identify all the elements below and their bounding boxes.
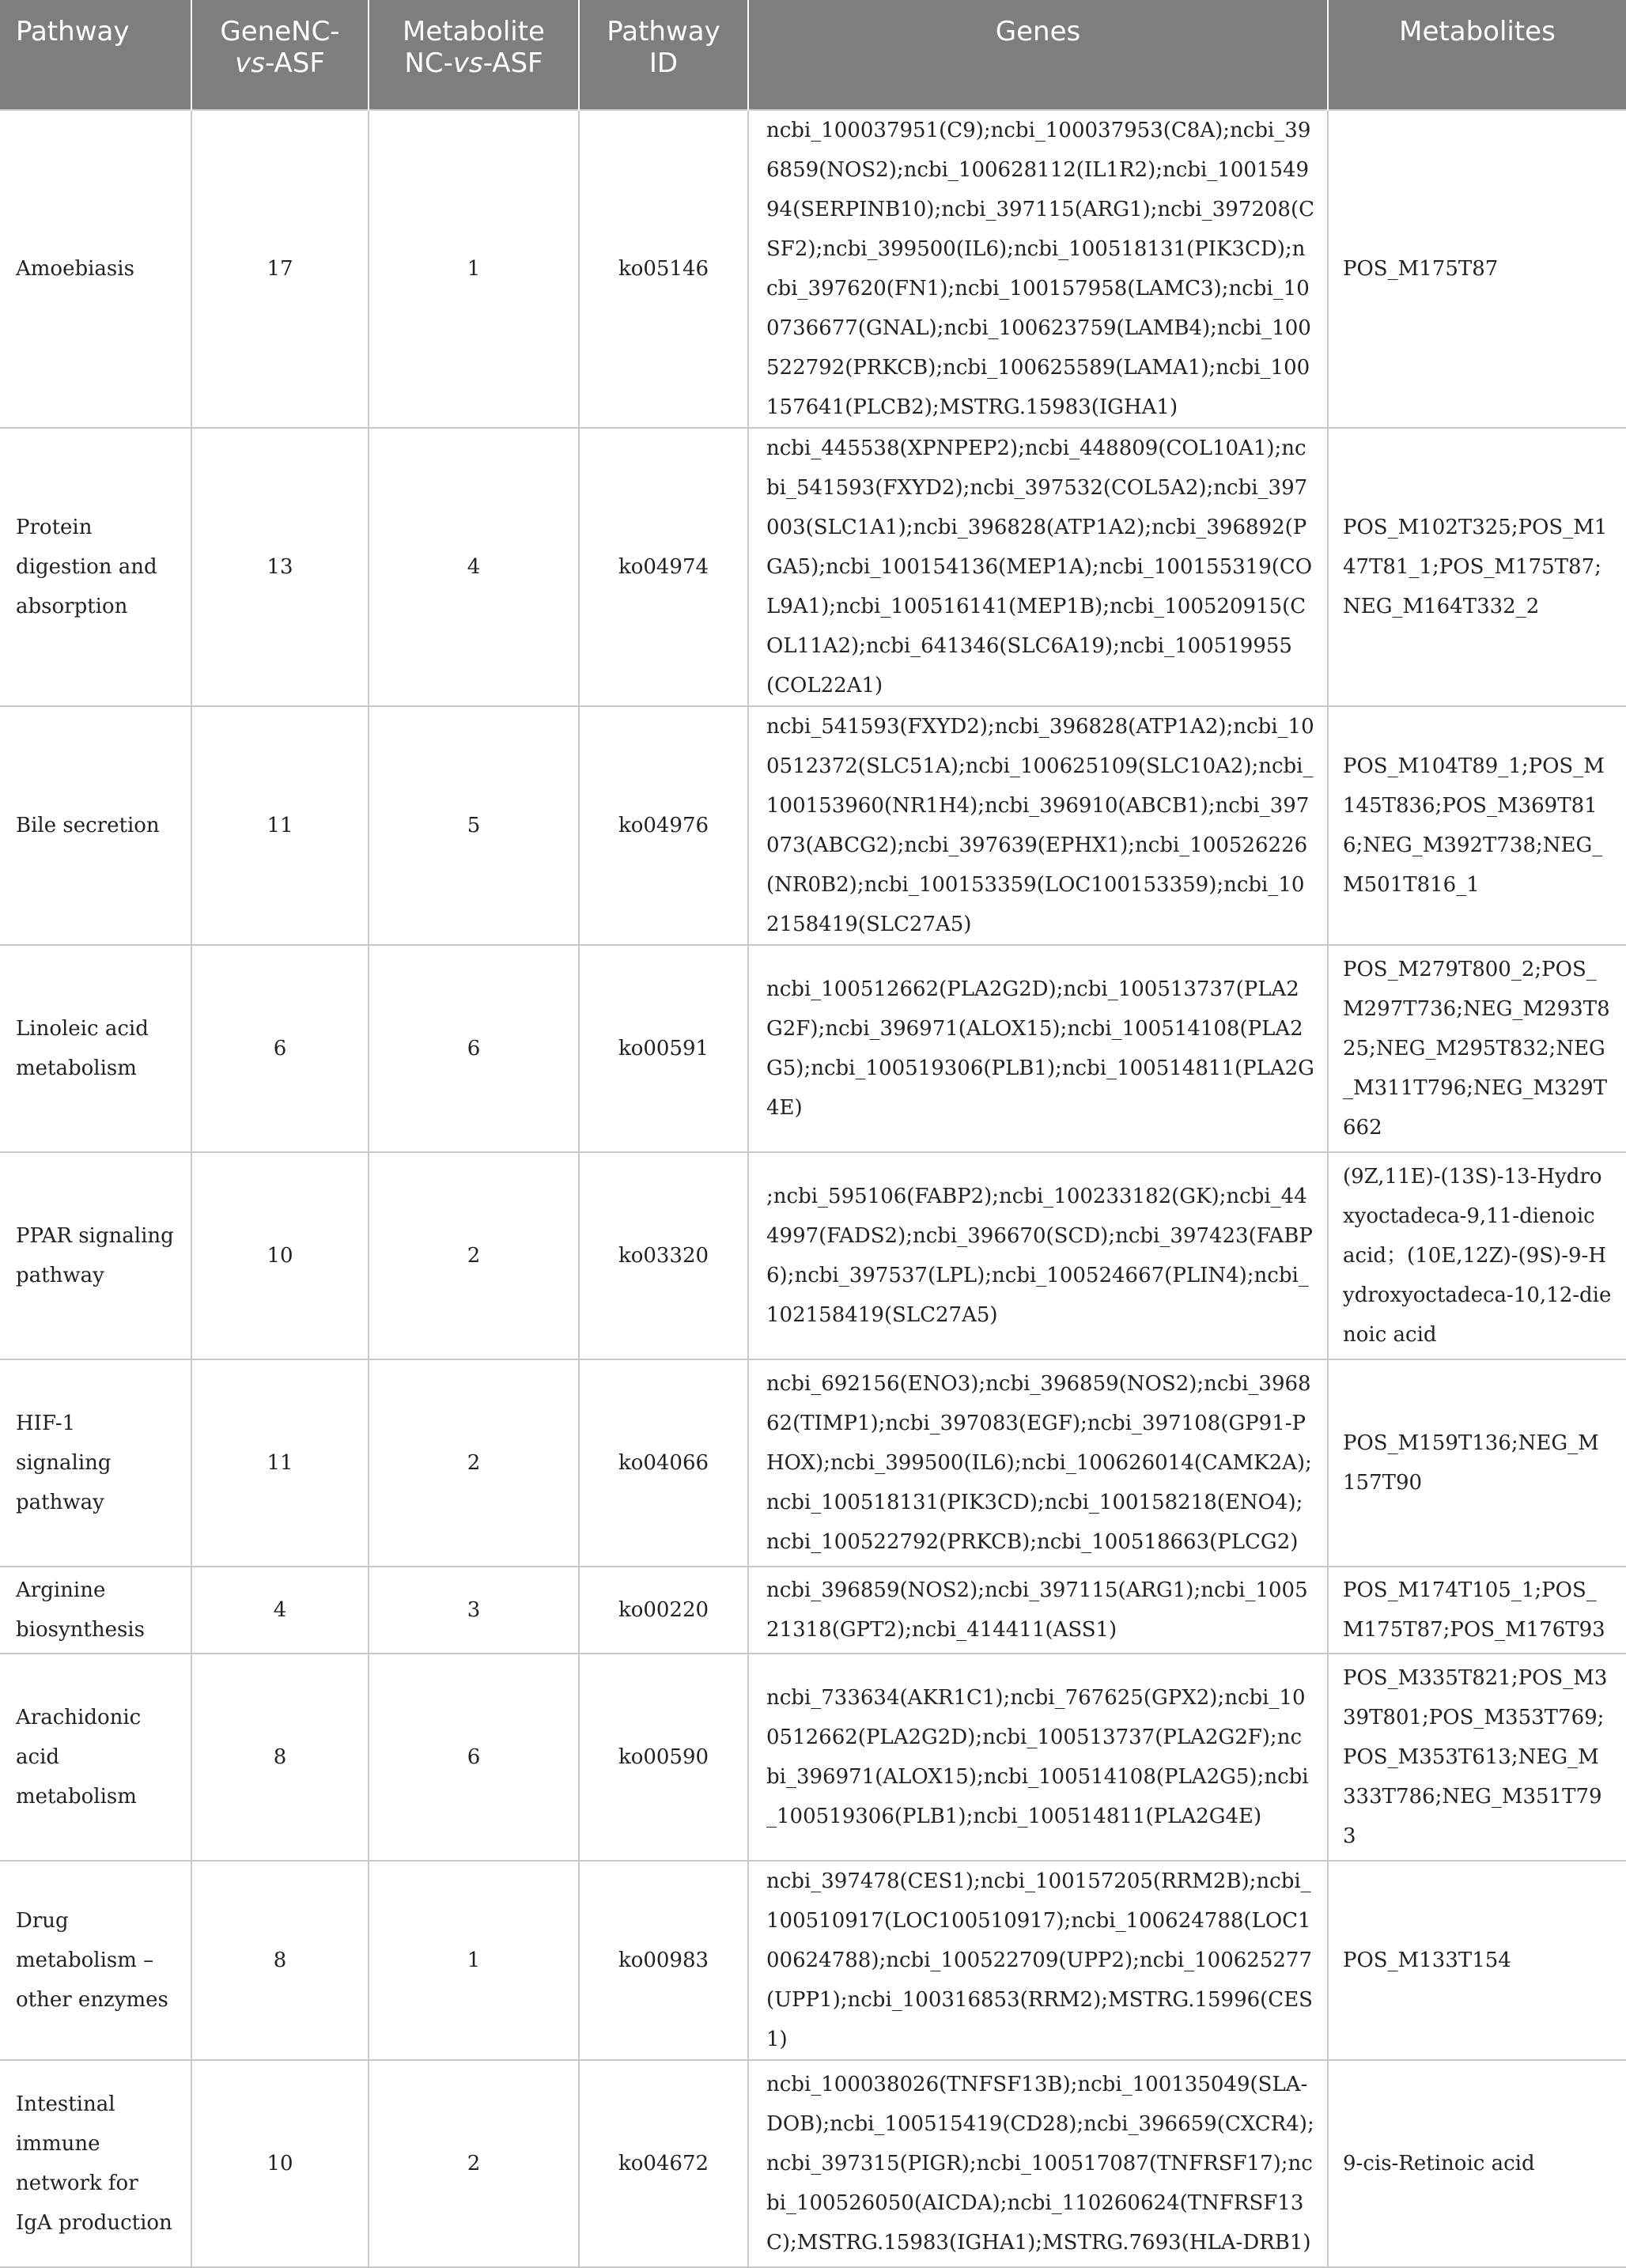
pathway-name: Intestinal immune network for IgA production	[0, 2060, 191, 2267]
gene-count: 11	[191, 1359, 369, 1567]
metabolite-list: 9-cis-Retinoic acid	[1328, 2060, 1626, 2267]
gene-list: ncbi_100512662(PLA2G2D);ncbi_100513737(PLA2G2F);ncbi_396971(ALOX15);ncbi_100514108(PLA2G5);ncbi_100519306(PLB1);ncbi_100514811(PLA2G4E)	[748, 945, 1328, 1152]
pathway-id: ko04976	[579, 706, 748, 945]
metabolite-count: 6	[369, 1654, 579, 1861]
pathway-name: Bile secretion	[0, 706, 191, 945]
table-row	[0, 1567, 1626, 1654]
table-row	[0, 706, 1626, 945]
metabolite-count: 2	[369, 1359, 579, 1567]
gene-count: 8	[191, 1654, 369, 1861]
pathway-name: Arachidonic acid metabolism	[0, 1654, 191, 1861]
header-pathway-id: Pathway ID	[579, 0, 748, 110]
metabolite-count: 1	[369, 1861, 579, 2060]
metabolite-count: 2	[369, 2060, 579, 2267]
table-row	[0, 1654, 1626, 1861]
header-metabolite-count: Metabolite NC-vs-ASF	[369, 0, 579, 110]
metabolite-count: 2	[369, 1152, 579, 1359]
header-row	[0, 0, 1626, 110]
metabolite-list: POS_M174T105_1;POS_M175T87;POS_M176T93	[1328, 1567, 1626, 1654]
table-row	[0, 2060, 1626, 2267]
pathway-name: Arginine biosynthesis	[0, 1567, 191, 1654]
metabolite-count: 6	[369, 945, 579, 1152]
pathway-id: ko04066	[579, 1359, 748, 1567]
table-row	[0, 1152, 1626, 1359]
metabolite-list: POS_M175T87	[1328, 110, 1626, 428]
header-metabolites: Metabolites	[1328, 0, 1626, 110]
pathway-id: ko05146	[579, 110, 748, 428]
pathway-name: Protein digestion and absorption	[0, 428, 191, 706]
gene-count: 11	[191, 706, 369, 945]
pathway-name: HIF-1 signaling pathway	[0, 1359, 191, 1567]
pathway-id: ko00591	[579, 945, 748, 1152]
header-pathway: Pathway	[0, 0, 191, 110]
pathway-name: Amoebiasis	[0, 110, 191, 428]
metabolite-list: POS_M104T89_1;POS_M145T836;POS_M369T816;NEG_M392T738;NEG_M501T816_1	[1328, 706, 1626, 945]
metabolite-count: 3	[369, 1567, 579, 1654]
table-row	[0, 1861, 1626, 2060]
table-row	[0, 945, 1626, 1152]
metabolite-count: 5	[369, 706, 579, 945]
gene-list: ncbi_692156(ENO3);ncbi_396859(NOS2);ncbi_396862(TIMP1);ncbi_397083(EGF);ncbi_397108(GP91-PHOX);ncbi_399500(IL6);ncbi_100626014(CAMK2A);ncbi_100518131(PIK3CD);ncbi_100158218(ENO4);ncbi_100522792(PRKCB);ncbi_100518663(PLCG2)	[748, 1359, 1328, 1567]
gene-list: ;ncbi_595106(FABP2);ncbi_100233182(GK);ncbi_444997(FADS2);ncbi_396670(SCD);ncbi_397423(FABP6);ncbi_397537(LPL);ncbi_100524667(PLIN4);ncbi_102158419(SLC27A5)	[748, 1152, 1328, 1359]
gene-count: 10	[191, 2060, 369, 2267]
pathway-name: PPAR signaling pathway	[0, 1152, 191, 1359]
table-row	[0, 1359, 1626, 1567]
gene-list: ncbi_733634(AKR1C1);ncbi_767625(GPX2);ncbi_100512662(PLA2G2D);ncbi_100513737(PLA2G2F);ncbi_396971(ALOX15);ncbi_100514108(PLA2G5);ncbi_100519306(PLB1);ncbi_100514811(PLA2G4E)	[748, 1654, 1328, 1861]
metabolite-list: POS_M102T325;POS_M147T81_1;POS_M175T87;NEG_M164T332_2	[1328, 428, 1626, 706]
table-row	[0, 428, 1626, 706]
gene-count: 17	[191, 110, 369, 428]
metabolite-list: POS_M335T821;POS_M339T801;POS_M353T769;POS_M353T613;NEG_M333T786;NEG_M351T793	[1328, 1654, 1626, 1861]
pathway-id: ko04672	[579, 2060, 748, 2267]
gene-list: ncbi_445538(XPNPEP2);ncbi_448809(COL10A1);ncbi_541593(FXYD2);ncbi_397532(COL5A2);ncbi_397003(SLC1A1);ncbi_396828(ATP1A2);ncbi_396892(PGA5);ncbi_100154136(MEP1A);ncbi_100155319(COL9A1);ncbi_100516141(MEP1B);ncbi_100520915(COL11A2);ncbi_641346(SLC6A19);ncbi_100519955(COL22A1)	[748, 428, 1328, 706]
metabolite-list: POS_M159T136;NEG_M157T90	[1328, 1359, 1626, 1567]
gene-count: 13	[191, 428, 369, 706]
pathway-id: ko00590	[579, 1654, 748, 1861]
pathway-id: ko04974	[579, 428, 748, 706]
gene-count: 10	[191, 1152, 369, 1359]
gene-list: ncbi_396859(NOS2);ncbi_397115(ARG1);ncbi_100521318(GPT2);ncbi_414411(ASS1)	[748, 1567, 1328, 1654]
pathway-id: ko00983	[579, 1861, 748, 2060]
gene-list: ncbi_397478(CES1);ncbi_100157205(RRM2B);ncbi_100510917(LOC100510917);ncbi_100624788(LOC100624788);ncbi_100522709(UPP2);ncbi_100625277(UPP1);ncbi_100316853(RRM2);MSTRG.15996(CES1)	[748, 1861, 1328, 2060]
header-genes: Genes	[748, 0, 1328, 110]
metabolite-count: 1	[369, 110, 579, 428]
metabolite-count: 4	[369, 428, 579, 706]
gene-count: 6	[191, 945, 369, 1152]
metabolite-list: POS_M279T800_2;POS_M297T736;NEG_M293T825;NEG_M295T832;NEG_M311T796;NEG_M329T662	[1328, 945, 1626, 1152]
pathway-id: ko03320	[579, 1152, 748, 1359]
gene-count: 4	[191, 1567, 369, 1654]
gene-count: 8	[191, 1861, 369, 2060]
pathway-name: Drug metabolism – other enzymes	[0, 1861, 191, 2060]
gene-list: ncbi_100038026(TNFSF13B);ncbi_100135049(SLA-DOB);ncbi_100515419(CD28);ncbi_396659(CXCR4);ncbi_397315(PIGR);ncbi_100517087(TNFRSF17);ncbi_100526050(AICDA);ncbi_110260624(TNFRSF13C);MSTRG.15983(IGHA1);MSTRG.7693(HLA-DRB1)	[748, 2060, 1328, 2267]
header-gene-count: GeneNC- vs-ASF	[191, 0, 369, 110]
gene-list: ncbi_541593(FXYD2);ncbi_396828(ATP1A2);ncbi_100512372(SLC51A);ncbi_100625109(SLC10A2);ncbi_100153960(NR1H4);ncbi_396910(ABCB1);ncbi_397073(ABCG2);ncbi_397639(EPHX1);ncbi_100526226(NR0B2);ncbi_100153359(LOC100153359);ncbi_102158419(SLC27A5)	[748, 706, 1328, 945]
gene-list: ncbi_100037951(C9);ncbi_100037953(C8A);ncbi_396859(NOS2);ncbi_100628112(IL1R2);ncbi_100154994(SERPINB10);ncbi_397115(ARG1);ncbi_397208(CSF2);ncbi_399500(IL6);ncbi_100518131(PIK3CD);ncbi_397620(FN1);ncbi_100157958(LAMC3);ncbi_100736677(GNAL);ncbi_100623759(LAMB4);ncbi_100522792(PRKCB);ncbi_100625589(LAMA1);ncbi_100157641(PLCB2);MSTRG.15983(IGHA1)	[748, 110, 1328, 428]
metabolite-list: POS_M133T154	[1328, 1861, 1626, 2060]
metabolite-list: (9Z,11E)-(13S)-13-Hydroxyoctadeca-9,11-dienoic acid；(10E,12Z)-(9S)-9-Hydroxyoctadeca-10,12-dienoic acid	[1328, 1152, 1626, 1359]
table-row	[0, 110, 1626, 428]
pathway-id: ko00220	[579, 1567, 748, 1654]
pathway-name: Linoleic acid metabolism	[0, 945, 191, 1152]
